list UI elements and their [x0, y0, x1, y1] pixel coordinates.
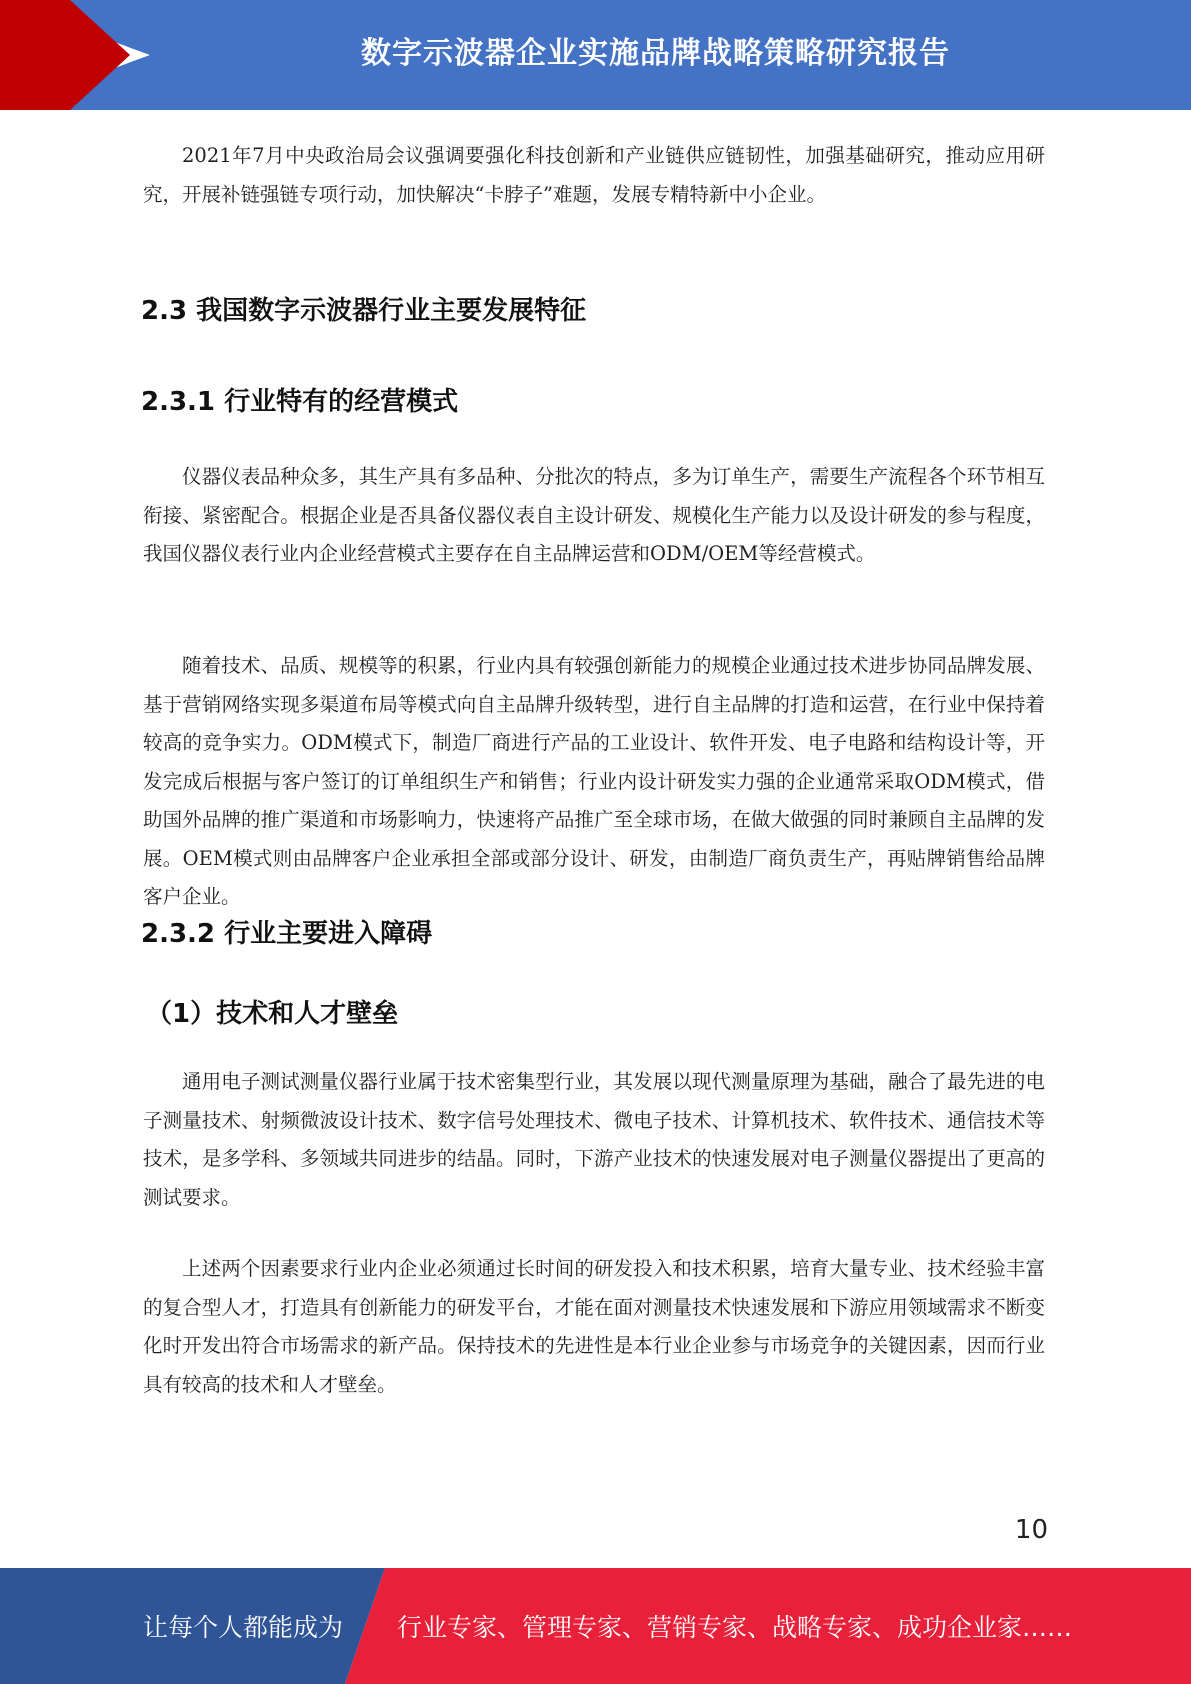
subsection-1-heading: （1）技术和人才壁垒 — [146, 999, 399, 1029]
section-2-3-1-paragraph-2: 随着技术、品质、规模等的积累，行业内具有较强创新能力的规模企业通过技术进步协同品牌发展、基于营销网络实现多渠道布局等模式向自主品牌升级转型，进行自主品牌的打造和运营，在行业中保持着较高的竞争实力。ODM模式下，制造厂商进行产品的工业设计、软件开发、电子电路和结构设计等，开发完成后根据与客户签订的订单组织生产和销售；行业内设计研发实力强的企业通常采取ODM模式，借助国外品牌的推广渠道和市场影响力，快速将产品推广至全球市场，在做大做强的同时兼顾自主品牌的发展。OEM模式则由品牌客户企业承担全部或部分设计、研发，由制造厂商负责生产，再贴牌销售给品牌客户企业。 — [143, 654, 1045, 908]
header-arrow-icon — [0, 0, 160, 110]
footer-banner — [0, 1568, 1191, 1684]
section-2-3-2-heading: 2.3.2 行业主要进入障碍 — [141, 919, 433, 949]
section-2-3-1-paragraph-1: 仪器仪表品种众多，其生产具有多品种、分批次的特点，多为订单生产，需要生产流程各个环节相互衔接、紧密配合。根据企业是否具备仪器仪表自主设计研发、规模化生产能力以及设计研发的参与程度，我国仪器仪表行业内企业经营模式主要存在自主品牌运营和ODM/OEM等经营模式。 — [143, 465, 1045, 565]
subsection-1-paragraph-1: 通用电子测试测量仪器行业属于技术密集型行业，其发展以现代测量原理为基础，融合了最先进的电子测量技术、射频微波设计技术、数字信号处理技术、微电子技术、计算机技术、软件技术、通信技术等技术，是多学科、多领域共同进步的结晶。同时，下游产业技术的快速发展对电子测量仪器提出了更高的测试要求。 — [143, 1070, 1045, 1209]
subsection-1-paragraph-2: 上述两个因素要求行业内企业必须通过长时间的研发投入和技术积累，培育大量专业、技术经验丰富的复合型人才，打造具有创新能力的研发平台，才能在面对测量技术快速发展和下游应用领域需求不断变化时开发出符合市场需求的新产品。保持技术的先进性是本行业企业参与市场竞争的关键因素，因而行业具有较高的技术和人才壁垒。 — [143, 1257, 1045, 1396]
header-title: 数字示波器企业实施品牌战略策略研究报告 — [361, 36, 950, 71]
section-2-3-1-heading: 2.3.1 行业特有的经营模式 — [141, 387, 459, 417]
section-2-3-heading: 2.3 我国数字示波器行业主要发展特征 — [141, 296, 587, 326]
footer-slogan-left: 让每个人都能成为 — [143, 1613, 344, 1642]
footer-slogan-right: 行业专家、管理专家、营销专家、战略专家、成功企业家…… — [397, 1613, 1073, 1642]
intro-paragraph: 2021年7月中央政治局会议强调要强化科技创新和产业链供应链韧性，加强基础研究，推动应用研究，开展补链强链专项行动，加快解决“卡脖子”难题，发展专精特新中小企业。 — [143, 144, 1045, 206]
page-number: 10 — [1014, 1515, 1048, 1545]
